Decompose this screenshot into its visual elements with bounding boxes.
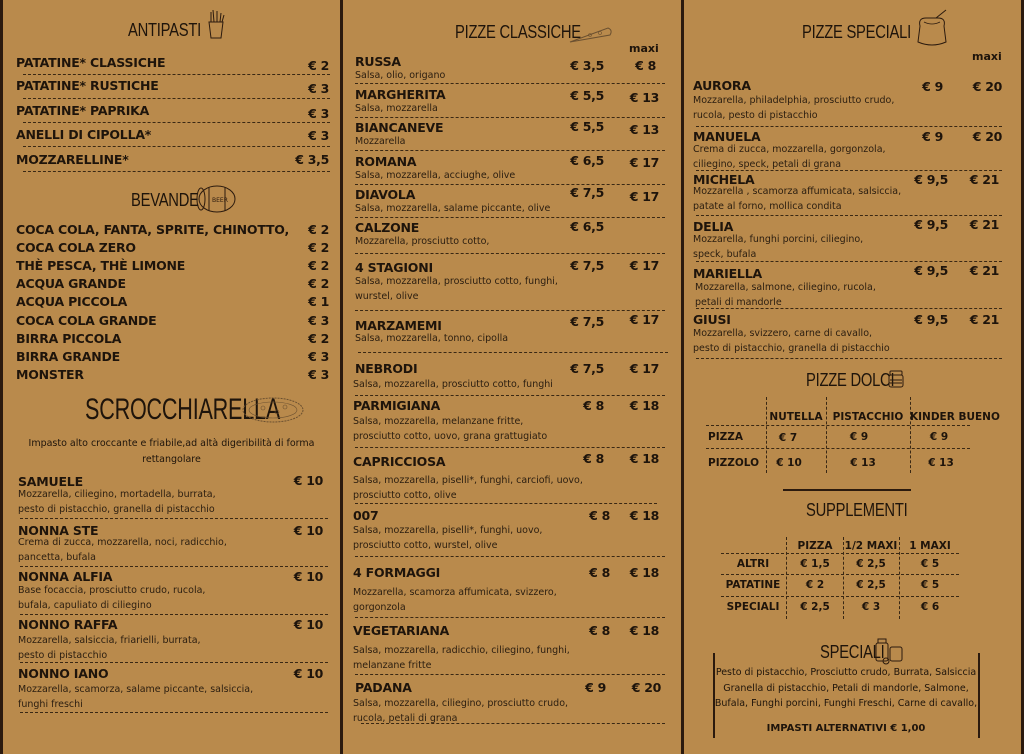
supplementi-column-header: 1/2 MAXI: [844, 540, 898, 552]
classiche-item-maxi-price: € 18: [629, 398, 659, 413]
divider: [355, 117, 665, 118]
item-description: Salsa, olio, origano: [355, 70, 446, 81]
scrocchiarella-item-price: € 10: [293, 617, 323, 632]
supplementi-price: € 1,5: [800, 558, 830, 570]
bevande-item-price: € 3: [308, 313, 329, 328]
supplementi-price: € 6: [920, 601, 940, 613]
classiche-item-maxi-price: € 18: [629, 623, 659, 638]
supplementi-column-header: 1 MAXI: [909, 540, 951, 552]
bevande-item-price: € 2: [308, 222, 329, 237]
item-description: wurstel, olive: [355, 291, 419, 302]
supplementi-title: SUPPLEMENTI: [806, 500, 908, 520]
bevande-item-name: BIRRA PICCOLA: [16, 331, 122, 346]
scrocchiarella-item-name: NONNA STE: [18, 523, 99, 538]
speciali-item-name: MICHELA: [693, 172, 755, 187]
classiche-item-price: € 8: [589, 565, 610, 580]
item-description: melanzane fritte: [353, 660, 432, 671]
bevande-item-name: THÈ PESCA, THÈ LIMONE: [16, 258, 186, 273]
dolci-column-header: NUTELLA: [769, 411, 823, 423]
supplementi-price: € 2,5: [800, 601, 830, 613]
item-description: Salsa, mozzarella, ciliegino, prosciutto crudo,: [353, 698, 569, 709]
classiche-item-maxi-price: € 20: [631, 680, 661, 695]
scrocchiarella-subtitle-1: Impasto alto croccante e friabile,ad altà digeribilità di forma: [28, 438, 315, 449]
item-description: Mozzarella, prosciutto cotto,: [355, 236, 490, 247]
classiche-item-name: CALZONE: [355, 220, 420, 235]
classiche-item-price: € 5,5: [570, 119, 604, 134]
speciali-item-price: € 9,5: [914, 263, 948, 278]
divider: [355, 674, 665, 675]
bevande-item-price: € 2: [308, 331, 329, 346]
divider: [361, 723, 665, 724]
bevande-item-price: € 2: [308, 276, 329, 291]
antipasti-item-price: € 3: [308, 128, 329, 143]
antipasti-item-price: € 2: [308, 58, 329, 73]
pizza-slice-icon: [568, 24, 614, 44]
classiche-item-price: € 8: [589, 623, 610, 638]
supplementi-row-label: PATATINE: [725, 579, 781, 591]
bevande-item-name: ACQUA GRANDE: [16, 276, 126, 291]
scrocchiarella-subtitle-2: rettangolare: [142, 454, 201, 465]
item-description: Salsa, mozzarella: [355, 103, 438, 114]
divider: [355, 556, 665, 557]
item-description: Mozzarella, funghi porcini, ciliegino,: [693, 234, 864, 245]
speciali-item-name: MANUELA: [693, 129, 761, 144]
item-description: pesto di pistacchio, granella di pistacchio: [693, 343, 890, 354]
bevande-item-price: € 1: [308, 294, 329, 309]
scrocchiarella-item-name: SAMUELE: [18, 474, 83, 489]
dolci-column-header: KINDER BUENO: [910, 411, 1000, 423]
item-description: rucola, pesto di pistacchio: [693, 110, 818, 121]
dolci-column-header: PISTACCHIO: [832, 411, 904, 423]
item-description: petali di mandorle: [695, 297, 782, 308]
item-description: patate al forno, mollica condita: [693, 201, 842, 212]
speciali-box-line: Granella di pistacchio, Petali di mandorle, Salmone,: [723, 683, 969, 694]
item-description: prosciutto cotto, wurstel, olive: [353, 540, 498, 551]
flour-sack-icon: [914, 8, 950, 48]
maxi-label: maxi: [629, 42, 659, 55]
item-description: Salsa, mozzarella, salame piccante, olive: [355, 203, 551, 214]
item-description: Salsa, mozzarella, prosciutto cotto, funghi,: [355, 276, 558, 287]
supplementi-price: € 2,5: [856, 579, 886, 591]
bevande-item-name: ACQUA PICCOLA: [16, 294, 128, 309]
divider: [696, 261, 1002, 262]
speciali-title: PIZZE SPECIALI: [802, 22, 911, 42]
divider: [20, 712, 328, 713]
speciali-item-maxi-price: € 21: [969, 217, 999, 232]
speciali-box-line: Bufala, Funghi porcini, Funghi Freschi, Carne di cavallo,: [714, 698, 978, 709]
item-description: Salsa, mozzarella, radicchio, ciliegino, funghi,: [353, 645, 570, 656]
divider: [696, 126, 1002, 127]
divider: [696, 358, 1002, 359]
item-description: gorgonzola: [353, 602, 406, 613]
item-description: pancetta, bufala: [18, 552, 96, 563]
divider: [706, 425, 970, 426]
item-description: pesto di pistacchio, granella di pistacchio: [18, 504, 215, 515]
divider: [355, 503, 657, 504]
divider: [355, 617, 665, 618]
section-separator: [783, 489, 911, 491]
dolci-price: € 9: [929, 431, 949, 443]
classiche-item-name: 007: [353, 508, 379, 523]
speciali-item-price: € 9: [922, 79, 943, 94]
divider: [721, 553, 959, 554]
classiche-item-maxi-price: € 17: [629, 155, 659, 170]
classiche-item-name: MARGHERITA: [355, 87, 446, 102]
bevande-item-name: MONSTER: [16, 367, 84, 382]
supplementi-price: € 5: [920, 579, 940, 591]
speciali-item-maxi-price: € 21: [969, 172, 999, 187]
classiche-item-name: CAPRICCIOSA: [353, 454, 446, 469]
dolci-row-label: PIZZA: [708, 431, 743, 443]
divider: [23, 146, 330, 147]
item-description: Mozzarella, salsiccia, friarielli, burrata,: [18, 635, 201, 646]
divider: [696, 308, 1002, 309]
antipasti-item-price: € 3: [308, 81, 329, 96]
maxi-label: maxi: [972, 50, 1002, 63]
item-description: prosciutto cotto, uovo, grana grattugiato: [353, 431, 548, 442]
dolci-title: PIZZE DOLCI: [806, 370, 895, 390]
classiche-item-name: ROMANA: [355, 154, 417, 169]
dolci-price: € 7: [778, 432, 798, 444]
antipasti-item-price: € 3: [308, 106, 329, 121]
speciali-item-price: € 9,5: [914, 312, 948, 327]
divider: [23, 171, 330, 172]
item-description: Mozzarella: [355, 136, 406, 147]
supplementi-price: € 3: [861, 601, 881, 613]
item-description: Crema di zucca, mozzarella, noci, radicchio,: [18, 537, 227, 548]
bevande-item-name: BIRRA GRANDE: [16, 349, 120, 364]
speciali-item-maxi-price: € 20: [972, 129, 1002, 144]
classiche-item-price: € 8: [583, 451, 604, 466]
item-description: Salsa, mozzarella, prosciutto cotto, funghi: [353, 379, 553, 390]
speciali-item-name: DELIA: [693, 219, 734, 234]
supplementi-price: € 5: [920, 558, 940, 570]
speciali-item-price: € 9,5: [914, 172, 948, 187]
classiche-item-price: € 7,5: [570, 361, 604, 376]
classiche-item-maxi-price: € 17: [629, 312, 659, 327]
classiche-item-name: NEBRODI: [355, 361, 418, 376]
classiche-item-name: PARMIGIANA: [353, 398, 441, 413]
classiche-item-name: VEGETARIANA: [353, 623, 450, 638]
item-description: ciliegino, speck, petali di grana: [693, 159, 842, 170]
divider: [355, 395, 665, 396]
divider: [355, 253, 665, 254]
supplementi-column-header: PIZZA: [797, 540, 833, 552]
classiche-item-maxi-price: € 13: [629, 90, 659, 105]
item-description: Mozzarella , scamorza affumicata, salsiccia,: [693, 186, 902, 197]
item-description: rucola, petali di grana: [353, 713, 458, 724]
item-description: Mozzarella, svizzero, carne di cavallo,: [693, 328, 873, 339]
classiche-item-name: 4 STAGIONI: [355, 260, 433, 275]
classiche-item-maxi-price: € 13: [629, 122, 659, 137]
divider: [20, 662, 328, 663]
speciali-box-line: Pesto di pistacchio, Prosciutto crudo, Burrata, Salsiccia: [715, 667, 977, 678]
classiche-item-name: RUSSA: [355, 54, 401, 69]
item-description: Mozzarella, ciliegino, mortadella, burrata,: [18, 489, 216, 500]
classiche-item-price: € 8: [583, 398, 604, 413]
divider: [355, 150, 665, 151]
classiche-item-maxi-price: € 17: [629, 361, 659, 376]
fries-icon: [206, 8, 226, 40]
divider: [358, 352, 668, 353]
classiche-item-price: € 5,5: [570, 88, 604, 103]
classiche-item-maxi-price: € 8: [635, 58, 656, 73]
antipasti-item-name: PATATINE* RUSTICHE: [16, 78, 159, 93]
item-description: Salsa, mozzarella, tonno, cipolla: [355, 333, 509, 344]
table-divider: [786, 537, 787, 619]
item-description: Salsa, mozzarella, piselli*, funghi, uovo,: [353, 525, 543, 536]
item-description: Salsa, mozzarella, acciughe, olive: [355, 170, 516, 181]
antipasti-title: ANTIPASTI: [128, 20, 201, 40]
supplementi-price: € 2,5: [856, 558, 886, 570]
item-description: Mozzarella, scamorza, salame piccante, salsiccia,: [18, 684, 254, 695]
classiche-item-maxi-price: € 17: [629, 189, 659, 204]
pizza-icon: [241, 396, 305, 424]
table-divider: [826, 397, 827, 473]
speciali-item-price: € 9,5: [914, 217, 948, 232]
speciali-item-maxi-price: € 21: [969, 263, 999, 278]
item-description: funghi freschi: [18, 699, 83, 710]
item-description: Mozzarella, scamorza affumicata, svizzero,: [353, 587, 557, 598]
jars-icon: [874, 637, 906, 665]
classiche-item-name: MARZAMEMI: [355, 318, 442, 333]
classiche-item-maxi-price: € 17: [629, 258, 659, 273]
divider: [20, 518, 328, 519]
dolci-row-label: PIZZOLO: [708, 457, 759, 469]
divider: [355, 447, 665, 448]
classiche-item-price: € 7,5: [570, 258, 604, 273]
divider: [20, 614, 328, 615]
dolci-price: € 13: [850, 457, 876, 469]
classiche-item-name: DIAVOLA: [355, 187, 416, 202]
divider: [721, 596, 959, 597]
barrel-icon: [195, 183, 239, 215]
classiche-item-price: € 3,5: [570, 58, 604, 73]
classiche-item-price: € 7,5: [570, 185, 604, 200]
divider: [696, 215, 1002, 216]
scrocchiarella-item-price: € 10: [293, 473, 323, 488]
item-description: Salsa, mozzarella, melanzane fritte,: [353, 416, 524, 427]
scrocchiarella-item-name: NONNA ALFIA: [18, 569, 113, 584]
divider: [355, 217, 665, 218]
speciali-item-name: AURORA: [693, 78, 751, 93]
divider: [23, 74, 330, 75]
supplementi-price: € 2: [805, 579, 825, 591]
item-description: Mozzarella, philadelphia, prosciutto crudo,: [693, 95, 895, 106]
scrocchiarella-item-name: NONNO IANO: [18, 666, 109, 681]
item-description: Salsa, mozzarella, piselli*, funghi, carciofi, uovo,: [353, 475, 583, 486]
classiche-item-name: PADANA: [355, 680, 412, 695]
divider: [20, 566, 328, 567]
divider: [721, 574, 959, 575]
item-description: Base focaccia, prosciutto crudo, rucola,: [18, 585, 206, 596]
table-divider: [910, 397, 911, 473]
scrocchiarella-item-price: € 10: [293, 666, 323, 681]
svg-text:BEER: BEER: [212, 197, 228, 204]
panel-left: [3, 0, 340, 754]
antipasti-item-name: PATATINE* CLASSICHE: [16, 55, 166, 70]
speciali-item-price: € 9: [922, 129, 943, 144]
divider: [355, 310, 665, 311]
classiche-item-maxi-price: € 18: [629, 508, 659, 523]
dolci-price: € 13: [928, 457, 954, 469]
supplementi-row-label: ALTRI: [736, 558, 770, 570]
bevande-item-name: COCA COLA, FANTA, SPRITE, CHINOTTO,: [16, 222, 289, 237]
impasti-alternativi-note: IMPASTI ALTERNATIVI € 1,00: [766, 723, 926, 734]
bevande-item-name: COCA COLA GRANDE: [16, 313, 157, 328]
scrocchiarella-item-price: € 10: [293, 523, 323, 538]
speciali-item-name: GIUSI: [693, 312, 731, 327]
scrocchiarella-title: SCROCCHIARELLA: [85, 393, 281, 426]
scrocchiarella-item-price: € 10: [293, 569, 323, 584]
jar-icon: [888, 369, 904, 389]
bevande-item-price: € 3: [308, 367, 329, 382]
divider: [706, 448, 970, 449]
classiche-item-maxi-price: € 18: [629, 451, 659, 466]
item-description: bufala, capuliato di ciliegino: [18, 600, 152, 611]
classiche-item-price: € 7,5: [570, 314, 604, 329]
classiche-item-price: € 9: [585, 680, 606, 695]
bevande-title: BEVANDE: [131, 190, 199, 210]
antipasti-item-name: MOZZARELLINE*: [16, 152, 129, 167]
item-description: Mozzarella, salmone, ciliegino, rucola,: [695, 282, 876, 293]
speciali-item-name: MARIELLA: [693, 266, 762, 281]
classiche-title: PIZZE CLASSICHE: [455, 22, 581, 42]
bevande-item-name: COCA COLA ZERO: [16, 240, 136, 255]
speciali-box-title: SPECIALI: [820, 642, 885, 662]
bevande-item-price: € 2: [308, 240, 329, 255]
speciali-item-maxi-price: € 21: [969, 312, 999, 327]
classiche-item-price: € 6,5: [570, 219, 604, 234]
antipasti-item-name: PATATINE* PAPRIKA: [16, 103, 150, 118]
box-border-right: [978, 653, 980, 738]
dolci-price: € 10: [776, 457, 802, 469]
bevande-item-price: € 3: [308, 349, 329, 364]
scrocchiarella-item-name: NONNO RAFFA: [18, 617, 118, 632]
item-description: prosciutto cotto, olive: [353, 490, 457, 501]
classiche-item-price: € 8: [589, 508, 610, 523]
bevande-item-price: € 2: [308, 258, 329, 273]
divider: [696, 170, 1002, 171]
classiche-item-name: BIANCANEVE: [355, 120, 444, 135]
divider: [355, 184, 665, 185]
divider: [23, 122, 330, 123]
antipasti-item-price: € 3,5: [295, 152, 329, 167]
dolci-price: € 9: [849, 431, 869, 443]
divider: [23, 98, 330, 99]
classiche-item-price: € 6,5: [570, 153, 604, 168]
panel-right: [684, 0, 1021, 754]
panel-center: [343, 0, 681, 754]
item-description: Crema di zucca, mozzarella, gorgonzola,: [693, 144, 886, 155]
supplementi-row-label: SPECIALI: [726, 601, 780, 613]
speciali-item-maxi-price: € 20: [972, 79, 1002, 94]
classiche-item-name: 4 FORMAGGI: [353, 565, 441, 580]
item-description: pesto di pistacchio: [18, 650, 108, 661]
classiche-item-maxi-price: € 18: [629, 565, 659, 580]
antipasti-item-name: ANELLI DI CIPOLLA*: [16, 127, 152, 142]
divider: [355, 83, 665, 84]
item-description: speck, bufala: [693, 249, 757, 260]
